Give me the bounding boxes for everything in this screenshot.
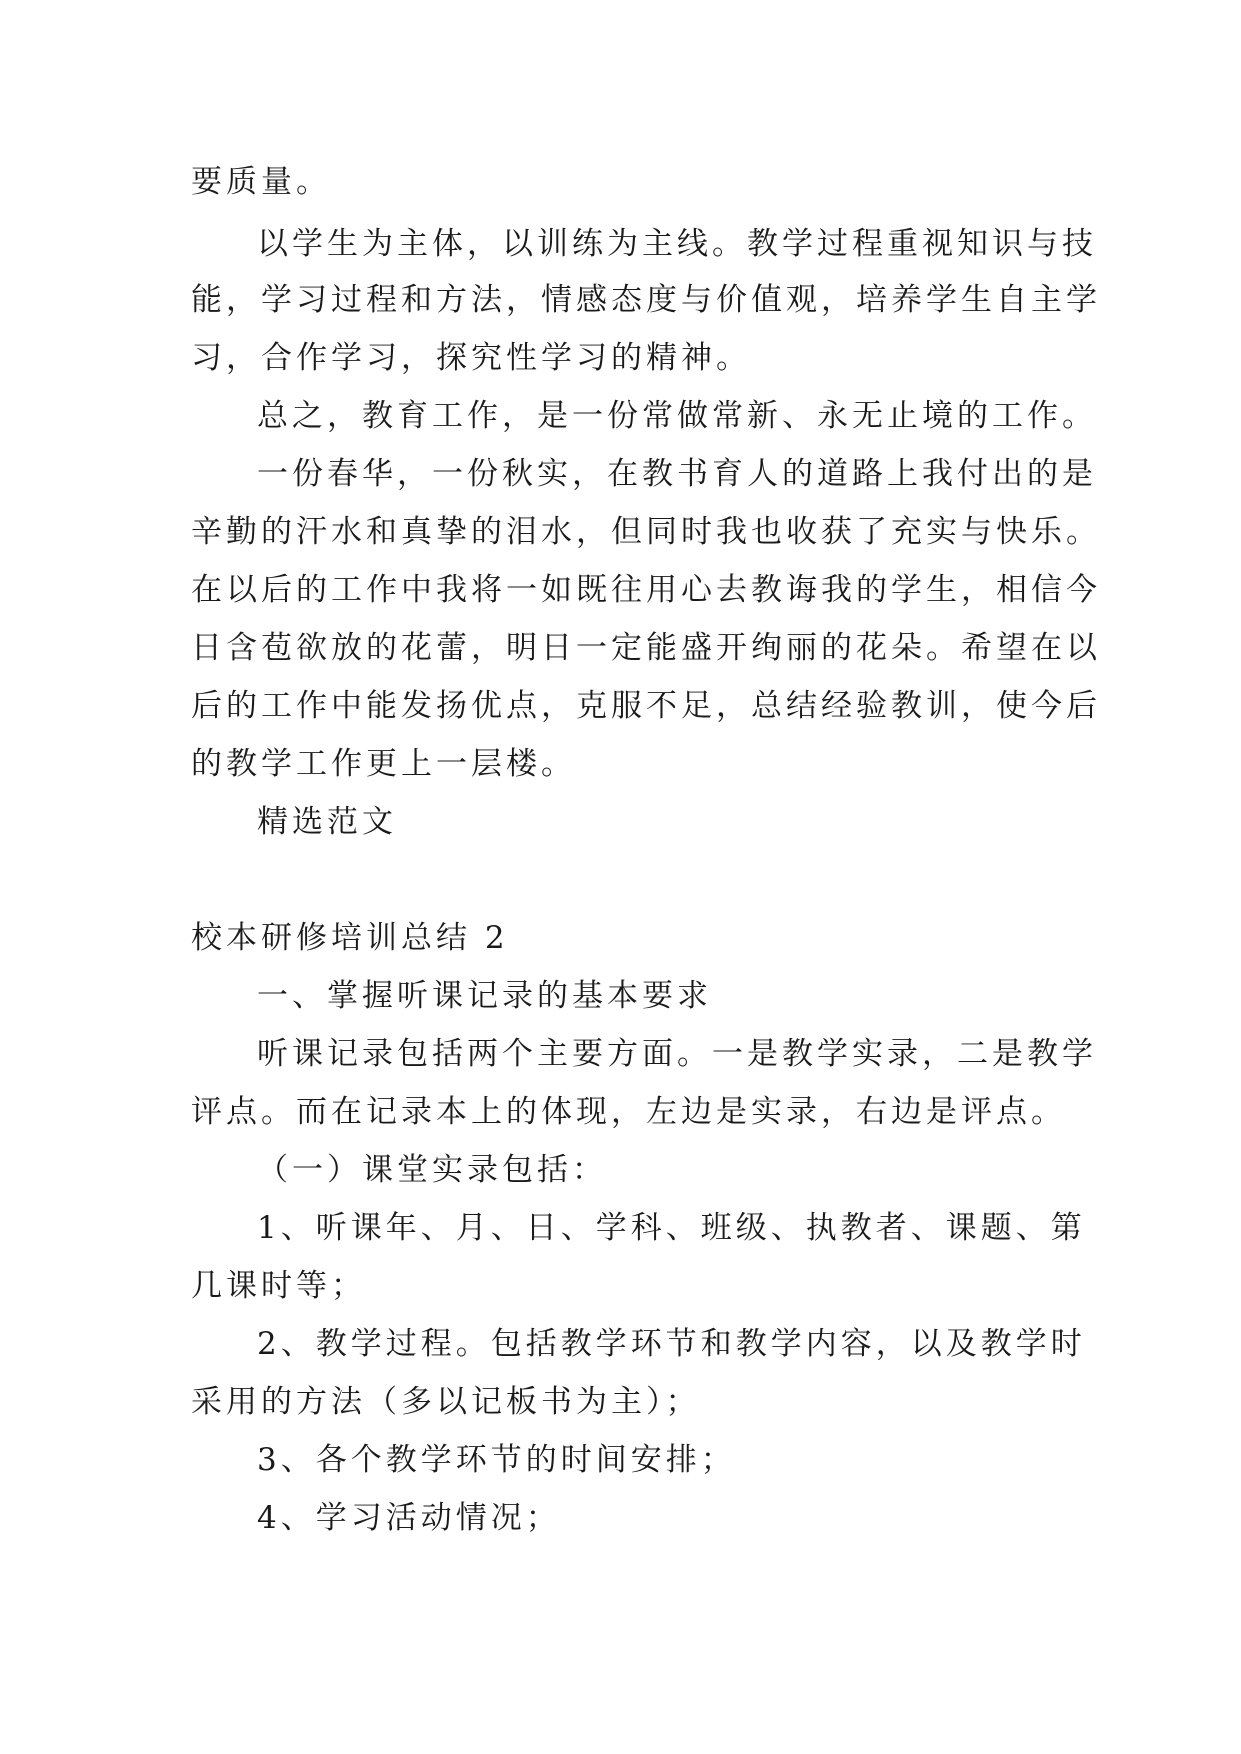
paragraph-line: 一份春华，一份秋实，在教书育人的道路上我付出的是 xyxy=(257,456,1097,492)
text-line: 辛勤的汗水和真挚的泪水，但同时我也收获了充实与快乐。 xyxy=(191,514,1101,550)
list-item: 2、教学过程。包括教学环节和教学内容，以及教学时 xyxy=(257,1326,1086,1362)
list-item: 4、学习活动情况； xyxy=(257,1500,561,1536)
paragraph-line: 总之，教育工作，是一份常做常新、永无止境的工作。 xyxy=(257,398,1097,434)
section-title: 校本研修培训总结 2 xyxy=(191,920,509,956)
text-line: 的教学工作更上一层楼。 xyxy=(191,746,576,782)
text-line: 习，合作学习，探究性学习的精神。 xyxy=(191,340,751,376)
paragraph-line: 听课记录包括两个主要方面。一是教学实录，二是教学 xyxy=(257,1036,1097,1072)
text-line: 后的工作中能发扬优点，克服不足，总结经验教训，使今后 xyxy=(191,688,1101,724)
section-heading: 一、掌握听课记录的基本要求 xyxy=(257,978,712,1014)
paragraph-line: 精选范文 xyxy=(257,804,397,840)
text-line: 能，学习过程和方法，情感态度与价值观，培养学生自主学 xyxy=(191,282,1101,318)
paragraph-line: 以学生为主体，以训练为主线。教学过程重视知识与技 xyxy=(257,226,1097,262)
text-line: 要质量。 xyxy=(191,164,331,200)
text-line: 采用的方法（多以记板书为主）； xyxy=(191,1384,701,1420)
list-item: 3、各个教学环节的时间安排； xyxy=(257,1442,736,1478)
text-line: 日含苞欲放的花蕾，明日一定能盛开绚丽的花朵。希望在以 xyxy=(191,630,1101,666)
text-line: 评点。而在记录本上的体现，左边是实录，右边是评点。 xyxy=(191,1094,1066,1130)
text-line: 在以后的工作中我将一如既往用心去教诲我的学生，相信今 xyxy=(191,572,1101,608)
subsection-heading: （一）课堂实录包括： xyxy=(257,1152,607,1188)
text-line: 几课时等； xyxy=(191,1268,366,1304)
list-item: 1、听课年、月、日、学科、班级、执教者、课题、第 xyxy=(257,1210,1086,1246)
